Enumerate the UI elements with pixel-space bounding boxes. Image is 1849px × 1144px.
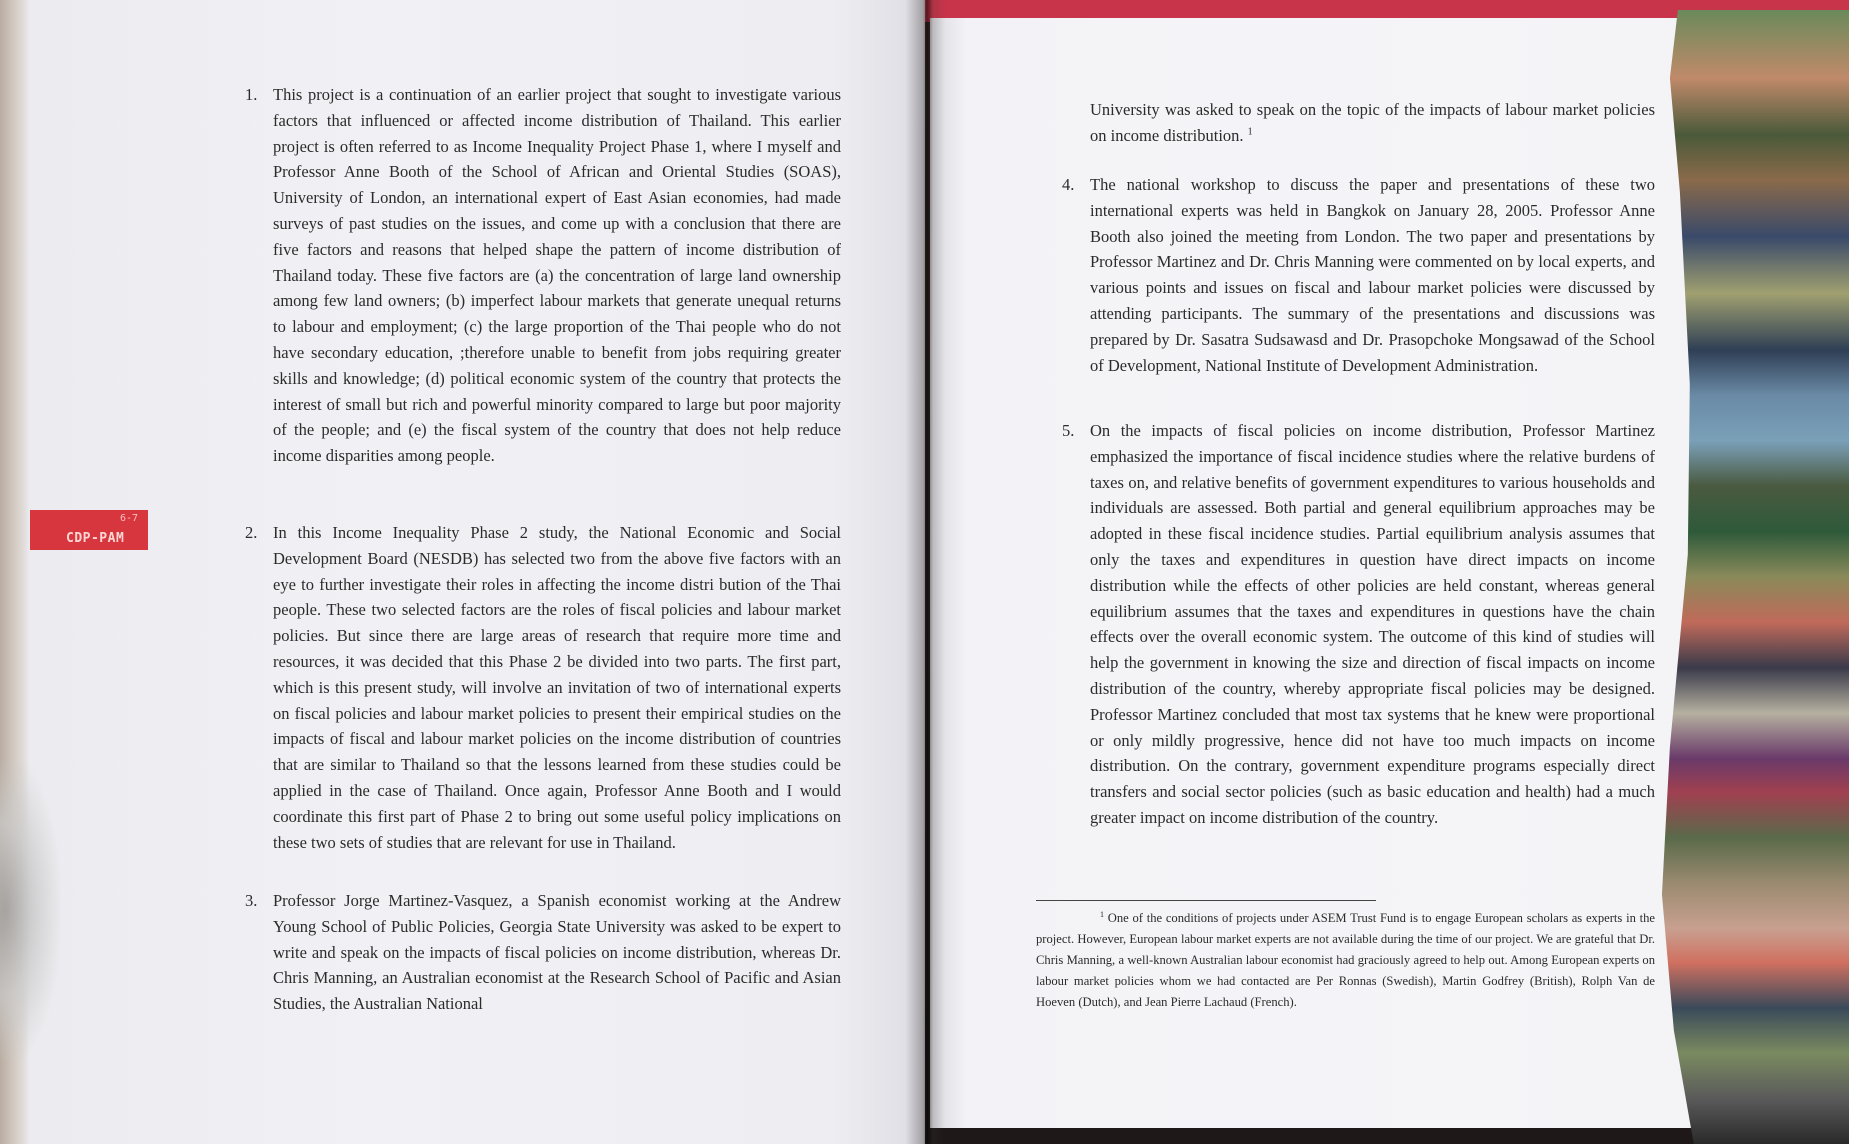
paragraph-number: 2. — [245, 523, 258, 542]
footnote-marker: 1 — [1100, 909, 1104, 919]
paragraph-number: 1. — [245, 85, 258, 104]
paragraph-number: 4. — [1062, 175, 1075, 194]
paragraph-number: 5. — [1062, 421, 1075, 440]
paragraph-4 — [1062, 172, 1655, 378]
paragraph-number: 3. — [245, 891, 258, 910]
footnote-text: One of the conditions of projects under ASEM Trust Fund is to engage European scholars as experts in the project. However, European labour market experts are not available during the time of our project. We are grateful that Dr. Chris Manning, a well-known Australian labour economist had graciously agreed to help out. Among European experts on labour market policies whom we had contacted are Per Ronnas (Swedish), Martin Godfrey (British), Rolph Van de Hoeven (Dutch), and Jean Pierre Lachaud (French). — [1036, 911, 1655, 1009]
footnote — [1036, 908, 1655, 1013]
tab-page-number: 6-7 — [119, 513, 138, 524]
paragraph-5 — [1062, 418, 1655, 831]
page-wear-mark — [0, 760, 60, 1060]
book-spine — [905, 0, 945, 1144]
paragraph-text: In this Income Inequality Phase 2 study, the National Economic and Social Development Board (NESDB) has selected two from the above five factors with an eye to further investigate their roles in affecting the income distri bution of the Thai people. These two selected factors are the roles of fiscal policies and labour market policies. But since there are large areas of research that require more time and resources, it was decided that this Phase 2 be divided into two parts. The first part, which is this present study, will involve an invitation of two of international experts on fiscal policies and labour market policies to present their empirical studies on the impacts of fiscal and labour market policies on the income distribution of countries that are similar to Thailand so that the lessons learned from these studies could be applied in the case of Thailand. Once again, Professor Anne Booth and I would coordinate this first part of Phase 2 to bring out some useful policy implications on these two sets of studies that are relevant for use in Thailand. — [273, 523, 841, 852]
footnote-divider — [1036, 900, 1376, 901]
footnote-reference: 1 — [1247, 126, 1253, 138]
paragraph-1 — [245, 82, 841, 469]
paragraph-3-continuation — [1090, 97, 1655, 149]
paragraph-text: Professor Jorge Martinez-Vasquez, a Spanish economist working at the Andrew Young School of Public Policies, Georgia State University was asked to be expert to write and speak on the impacts of fiscal policies on income distribution, whereas Dr. Chris Manning, an Australian economist at the Research School of Pacific and Asian Studies, the Australian National — [273, 891, 841, 1014]
paragraph-text: The national workshop to discuss the paper and presentations of these two international experts was held in Bangkok on January 28, 2005. Professor Anne Booth also joined the meeting from London. The two paper and presentations by Professor Martinez and Dr. Chris Manning were commented on by local experts, and various points and issues on fiscal and labour market policies were discussed by attending participants. The summary of the presentations and discussions was prepared by Dr. Sasatra Sudsawasd and Dr. Prasopchoke Mongsawad of the School of Development, National Institute of Development Administration. — [1090, 175, 1655, 375]
paragraph-text: On the impacts of fiscal policies on income distribution, Professor Martinez emphasized the importance of fiscal incidence studies where the relative burdens of taxes on, and relative benefits of government expenditures to various households and individuals are assessed. Both partial and general equilibrium approaches may be adopted in these fiscal incidence studies. Partial equilibrium analysis assumes that only the taxes and expenditures in question have direct impacts on income distribution while the effects of other policies are held constant, whereas general equilibrium assumes that the taxes and expenditures in questions have the chain effects over the overall economic system. The outcome of this kind of studies will help the government in knowing the size and direction of fiscal impacts on income distribution of the country, whereby appropriate fiscal policies may be designed. Professor Martinez concluded that most tax systems that he knew were proportional or only mildly progressive, hence did not have too much impacts on income distribution. On the contrary, government expenditure programs especially direct transfers and social sector policies (such as basic education and health) had a much greater impact on income distribution of the country. — [1090, 421, 1655, 827]
section-tab — [30, 510, 148, 550]
tab-code: CDP-PAM — [66, 531, 125, 546]
paragraph-2 — [245, 520, 841, 855]
paragraph-3 — [245, 888, 841, 1017]
paragraph-text: University was asked to speak on the topic of the impacts of labour market policies on income distribution. — [1090, 100, 1655, 145]
paragraph-text: This project is a continuation of an earlier project that sought to investigate various factors that influenced or affected income distribution of Thailand. This earlier project is often referred to as Income Inequality Project Phase 1, where I myself and Professor Anne Booth of the School of African and Oriental Studies (SOAS), University of London, an international expert of East Asian economies, had made surveys of past studies on the issues, and come up with a conclusion that there are five factors and reasons that helped shape the pattern of income distribution of Thailand today. These five factors are (a) the concentration of large land ownership among few land owners; (b) imperfect labour markets that generate unequal returns to labour and employment; (c) the large proportion of the Thai people who do not have secondary education, ;therefore unable to benefit from jobs requiring greater skills and knowledge; (d) political economic system of the country that protects the interest of small but rich and powerful minority compared to large but poor majority of the people; and (e) the fiscal system of the country that does not help reduce income disparities among people. — [273, 85, 841, 466]
